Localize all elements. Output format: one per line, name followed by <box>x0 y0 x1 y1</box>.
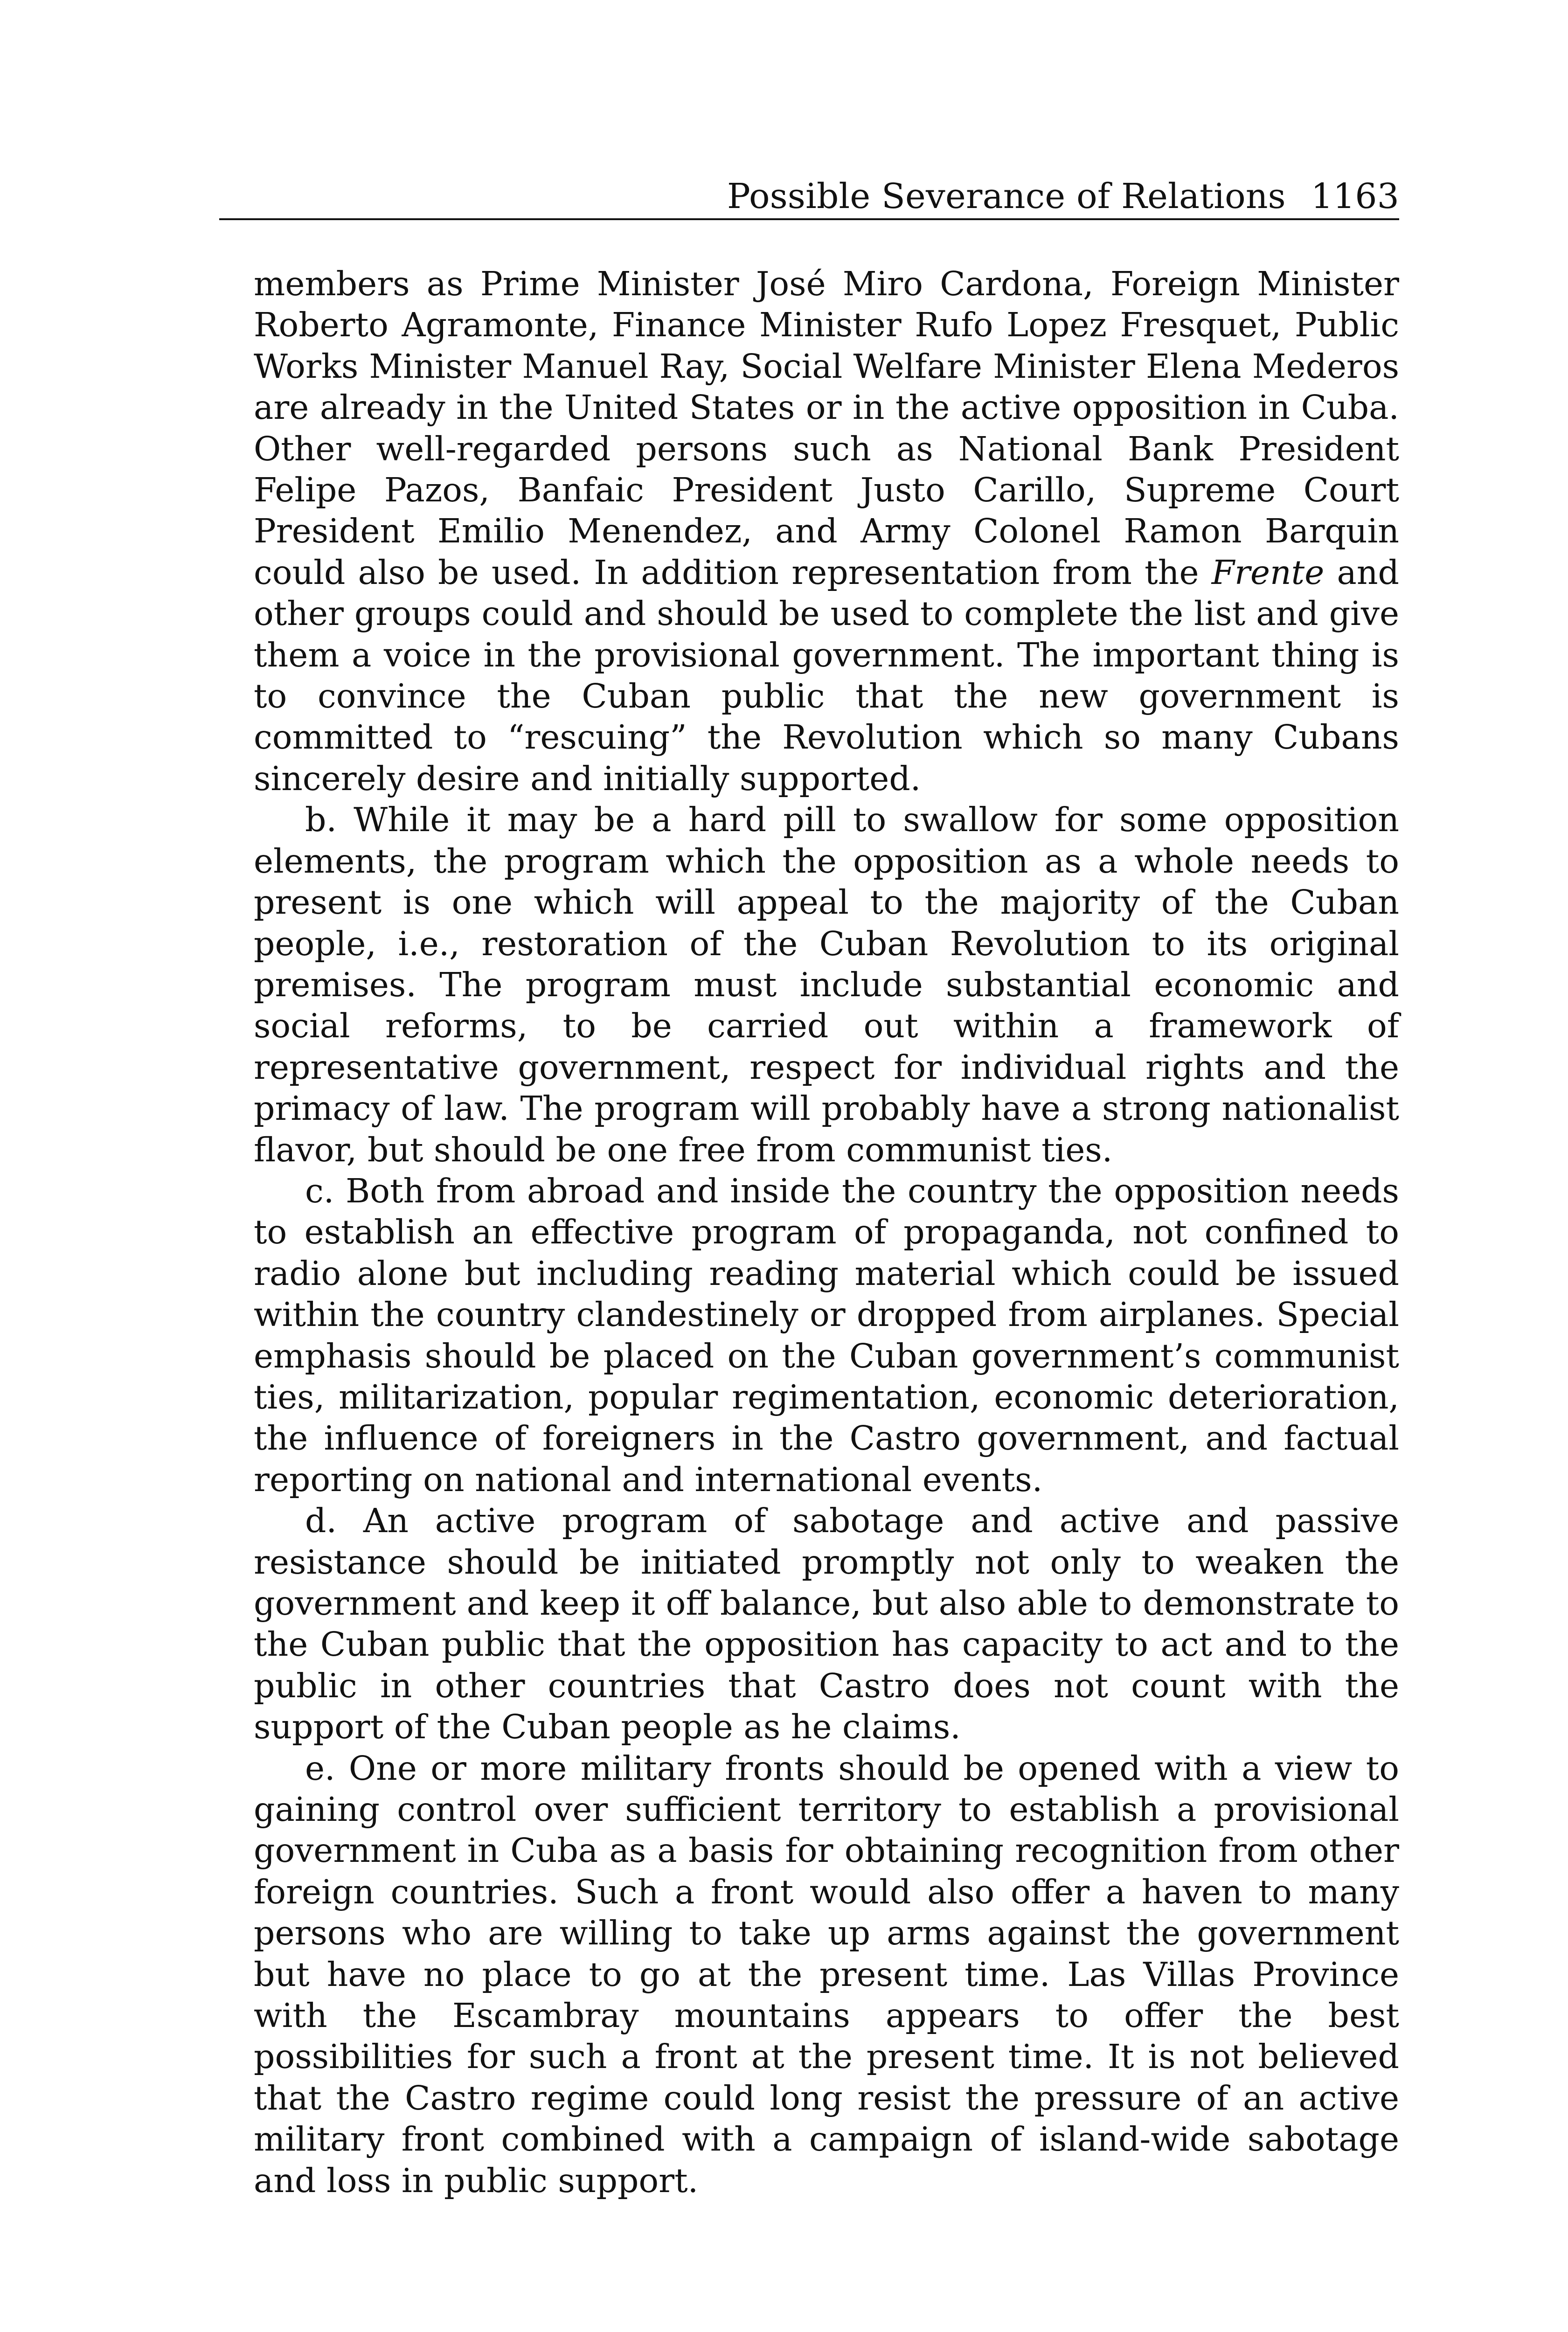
paragraph-d: d. An active program of sabotage and active and passive resistance should be initiated promptly not only to weaken the government and keep it off balance, but also able to demonstrate to the Cuban public that the opposition has capacity to act and to the public in other countries that Castro does not count with the support of the Cuban people as he claims. <box>254 1501 1399 1747</box>
header-rule <box>219 218 1399 220</box>
running-head <box>219 162 1399 214</box>
paragraph-text-after-italic: and other groups could and should be used to complete the list and give them a voice in the provisional government. The important thing is to convince the Cuban public that the new government is committed to “rescuing” the Revolution which so many Cubans sincerely desire and initially supported. <box>254 553 1400 798</box>
paragraph-continuation <box>254 264 1399 799</box>
italic-frente: Frente <box>1211 553 1325 592</box>
document-body <box>254 264 1399 2201</box>
paragraph-text-before-italic: members as Prime Minister José Miro Cardona, Foreign Minister Roberto Agramonte, Finance Minister Rufo Lopez Fresquet, Public Works Minister Manuel Ray, Social Welfare Minister Elena Mederos are already in the United States or in the active opposition in Cuba. Other well-regarded persons such as National Bank President Felipe Pazos, Banfaic President Justo Carillo, Supreme Court President Emilio Menendez, and Army Colonel Ramon Barquin could also be used. In addition representation from the <box>254 264 1399 592</box>
page-number: 1163 <box>1311 176 1399 216</box>
paragraph-e: e. One or more military fronts should be opened with a view to gaining control over sufficient territory to establish a provisional government in Cuba as a basis for obtaining recognition from other foreign countries. Such a front would also offer a haven to many persons who are willing to take up arms against the government but have no place to go at the present time. Las Villas Province with the Escambray mountains appears to offer the best possibilities for such a front at the present time. It is not believed that the Castro regime could long resist the pressure of an active military front combined with a campaign of island-wide sabotage and loss in public support. <box>254 1749 1399 2200</box>
paragraph-b: b. While it may be a hard pill to swallow for some opposition elements, the program which the opposition as a whole needs to present is one which will appeal to the majority of the Cuban people, i.e., restoration of the Cuban Revolution to its original premises. The program must include substantial economic and social reforms, to be carried out within a framework of representative government, respect for individual rights and the primacy of law. The program will probably have a strong nationalist flavor, but should be one free from communist ties. <box>254 800 1399 1169</box>
running-head-title: Possible Severance of Relations <box>727 176 1286 216</box>
paragraph-c: c. Both from abroad and inside the country the opposition needs to establish an effective program of propaganda, not confined to radio alone but including reading material which could be issued within the country clandestinely or dropped from airplanes. Special emphasis should be placed on the Cuban government’s communist ties, militarization, popular regimentation, economic deterioration, the influence of foreigners in the Castro government, and factual reporting on national and international events. <box>254 1171 1399 1499</box>
